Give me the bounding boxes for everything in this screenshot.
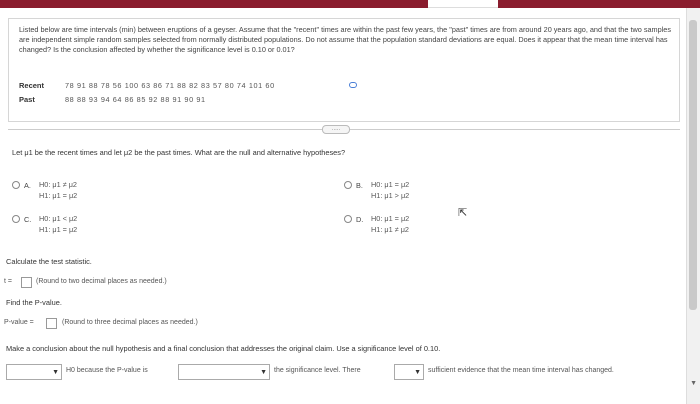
problem-statement: Listed below are time intervals (min) between eruptions of a geyser. Assume that the "recent" times are within the past few years, the "past" times are from around 20 years ago, and that the two samples are independent simple random samples selected from normally distributed populations. Do not assume that the population standard deviations are equal. Does it appear that the mean time interval has changed? Is the conclusion affected by whether the significance level is 0.10 or 0.01?: [19, 25, 672, 54]
pvalue-input[interactable]: [46, 318, 57, 329]
option-b-letter: B.: [356, 181, 363, 190]
recent-values: 78 91 88 78 56 100 63 86 71 88 82 83 57 80 74 101 60: [65, 81, 275, 90]
chevron-down-icon: ▼: [260, 369, 267, 376]
option-d-letter: D.: [356, 215, 364, 224]
scrollbar-thumb[interactable]: [689, 20, 697, 310]
option-c-alt: H1: μ1 = μ2: [39, 225, 78, 234]
recent-label: Recent: [19, 81, 45, 90]
main-content: [0, 8, 686, 404]
radio-b[interactable]: [344, 181, 352, 189]
comparison-dropdown[interactable]: [178, 364, 270, 380]
conclusion-part1: H0 because the P-value is: [66, 367, 148, 374]
conclusion-part3: sufficient evidence that the mean time interval has changed.: [428, 367, 614, 374]
option-a-alt: H1: μ1 = μ2: [39, 191, 78, 200]
mouse-cursor-icon: ⇱: [458, 207, 468, 219]
option-b-alt: H1: μ1 > μ2: [371, 191, 410, 200]
option-d-null: H0: μ1 = μ2: [371, 214, 410, 223]
option-c-letter: C.: [24, 215, 32, 224]
scroll-down-icon[interactable]: ▼: [690, 380, 697, 387]
option-b[interactable]: [344, 180, 494, 204]
scrollbar[interactable]: [686, 8, 700, 404]
conclusion-part2: the significance level. There: [274, 367, 361, 374]
radio-c[interactable]: [12, 215, 20, 223]
chevron-down-icon: ▼: [52, 369, 59, 376]
problem-box: [8, 18, 680, 122]
hypotheses-question: Let μ1 be the recent times and let μ2 be the past times. What are the null and alternative hypotheses?: [12, 148, 346, 157]
t-hint: (Round to two decimal places as needed.): [36, 278, 167, 285]
option-c[interactable]: [12, 214, 162, 238]
past-label: Past: [19, 95, 35, 104]
conclusion-label: Make a conclusion about the null hypothesis and a final conclusion that addresses the original claim. Use a significance level of 0.10.: [6, 344, 441, 353]
radio-d[interactable]: [344, 215, 352, 223]
chevron-down-icon: ▼: [414, 369, 421, 376]
past-values: 88 88 93 94 64 86 85 92 88 91 90 91: [65, 95, 206, 104]
top-bar: [0, 0, 700, 8]
expand-button[interactable]: .....: [322, 125, 350, 134]
radio-a[interactable]: [12, 181, 20, 189]
t-prefix: t =: [4, 278, 12, 285]
option-c-null: H0: μ1 < μ2: [39, 214, 78, 223]
option-a-letter: A.: [24, 181, 31, 190]
pvalue-prefix: P-value =: [4, 319, 34, 326]
data-copy-icon[interactable]: [349, 82, 357, 88]
pvalue-hint: (Round to three decimal places as needed.): [62, 319, 198, 326]
option-d-alt: H1: μ1 ≠ μ2: [371, 225, 409, 234]
pvalue-label: Find the P-value.: [6, 298, 62, 307]
option-a-null: H0: μ1 ≠ μ2: [39, 180, 77, 189]
evidence-dropdown[interactable]: [394, 364, 424, 380]
reject-dropdown[interactable]: [6, 364, 62, 380]
option-b-null: H0: μ1 = μ2: [371, 180, 410, 189]
t-input[interactable]: [21, 277, 32, 288]
option-a[interactable]: [12, 180, 162, 204]
top-tab[interactable]: [428, 0, 498, 8]
test-statistic-label: Calculate the test statistic.: [6, 257, 92, 266]
option-d[interactable]: [344, 214, 494, 238]
